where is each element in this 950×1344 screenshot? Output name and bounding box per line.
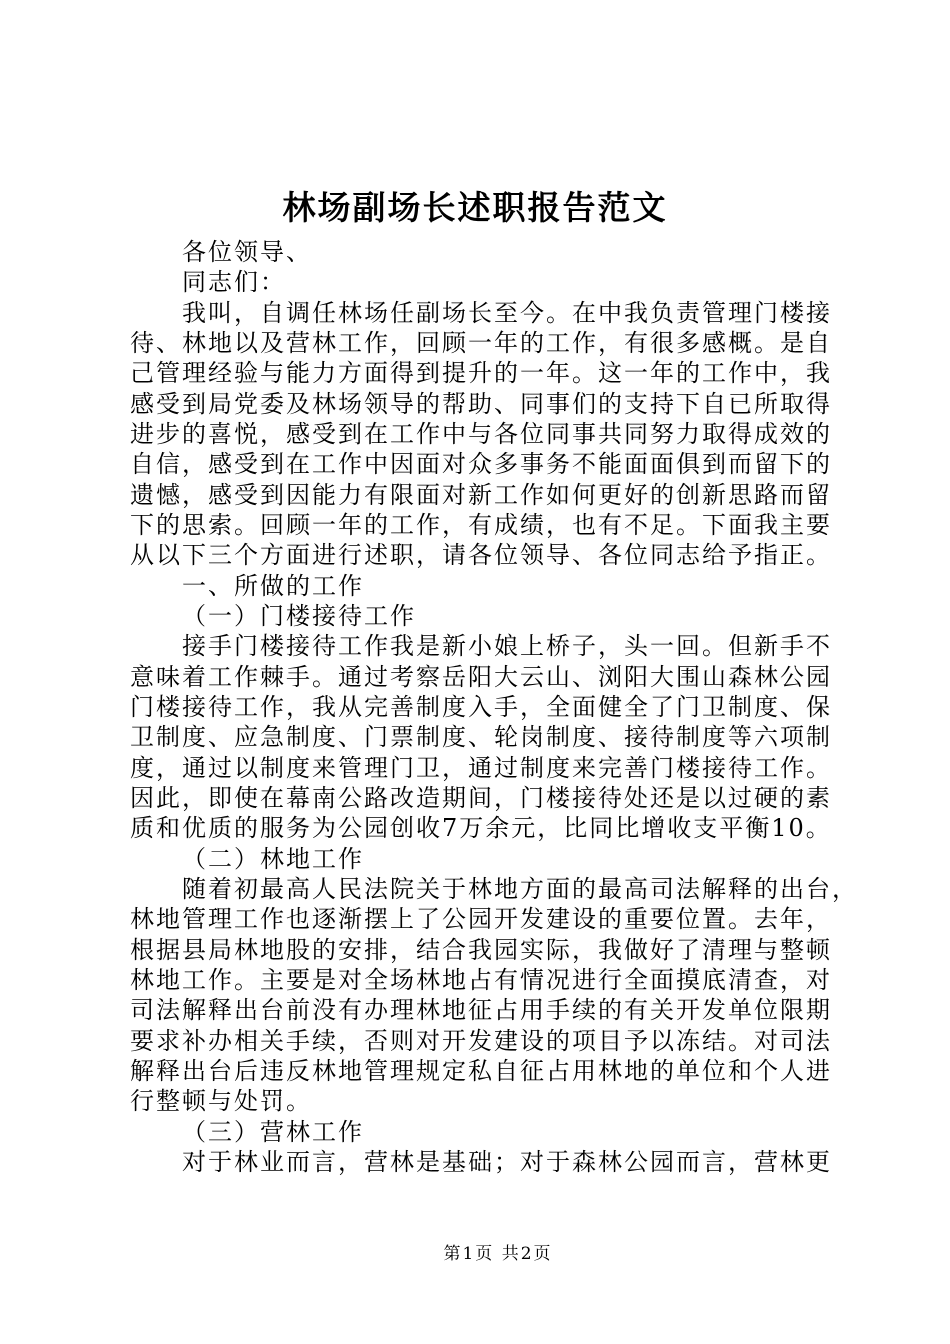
intro-paragraph-line: 待、林地以及营林工作，回顾一年的工作，有很多感概。是自 <box>130 328 832 357</box>
forest-land-paragraph-line: 司法解释出台前没有办理林地征占用手续的有关开发单位限期 <box>130 996 832 1025</box>
forest-land-paragraph-line: 根据县局林地股的安排，结合我园实际，我做好了清理与整顿 <box>130 935 832 964</box>
forest-land-paragraph-line: 行整顿与处罚。 <box>130 1087 312 1116</box>
gatehouse-paragraph-line: 门楼接待工作，我从完善制度入手，全面健全了门卫制度、保 <box>130 692 832 721</box>
gatehouse-paragraph-line: 卫制度、应急制度、门票制度、轮岗制度、接待制度等六项制 <box>130 723 832 752</box>
intro-paragraph-line: 从以下三个方面进行述职，请各位领导、各位同志给予指正。 <box>130 541 832 570</box>
forest-land-paragraph-line: 林地管理工作也逐渐摆上了公园开发建设的重要位置。去年， <box>130 905 832 934</box>
page-footer: 第1页 共2页 <box>443 1244 553 1264</box>
intro-paragraph-line: 感受到局党委及林场领导的帮助、同事们的支持下自已所取得 <box>130 389 832 418</box>
gatehouse-paragraph-line: 质和优质的服务为公园创收7万余元，比同比增收支平衡10。 <box>130 814 832 843</box>
gatehouse-paragraph-line: 因此，即使在幕南公路改造期间，门楼接待处还是以过硬的素 <box>130 783 832 812</box>
afforestation-paragraph-line: 对于林业而言，营林是基础；对于森林公园而言，营林更 <box>182 1147 832 1176</box>
forest-land-paragraph-line: 解释出台后违反林地管理规定私自征占用林地的单位和个人进 <box>130 1056 832 1085</box>
intro-paragraph-line: 进步的喜悦，感受到在工作中与各位同事共同努力取得成效的 <box>130 419 832 448</box>
document-title: 林场副场长述职报告范文 <box>282 188 668 227</box>
intro-paragraph-line: 自信，感受到在工作中因面对众多事务不能面面俱到而留下的 <box>130 450 832 479</box>
intro-paragraph-line: 下的思索。回顾一年的工作，有成绩，也有不足。下面我主要 <box>130 510 832 539</box>
document-body <box>130 237 890 1177</box>
intro-paragraph-line: 遗憾，感受到因能力有限面对新工作如何更好的创新思路而留 <box>130 480 832 509</box>
gatehouse-paragraph-line: 接手门楼接待工作我是新小娘上桥子，头一回。但新手不 <box>182 632 832 661</box>
gatehouse-paragraph-line: 意味着工作棘手。通过考察岳阳大云山、浏阳大围山森林公园 <box>130 662 832 691</box>
subsection-heading-gatehouse: （一）门楼接待工作 <box>182 601 416 630</box>
salutation-line: 同志们： <box>182 268 286 297</box>
salutation-line: 各位领导、 <box>182 238 312 266</box>
intro-paragraph-line: 我叫，自调任林场任副场长至今。在中我负责管理门楼接 <box>182 298 832 327</box>
forest-land-paragraph-line: 随着初最高人民法院关于林地方面的最高司法解释的出台， <box>182 874 858 903</box>
forest-land-paragraph-line: 要求补办相关手续，否则对开发建设的项目予以冻结。对司法 <box>130 1026 832 1055</box>
gatehouse-paragraph-line: 度，通过以制度来管理门卫，通过制度来完善门楼接待工作。 <box>130 753 832 782</box>
subsection-heading-afforestation: （三）营林工作 <box>182 1117 364 1146</box>
intro-paragraph-line: 己管理经验与能力方面得到提升的一年。这一年的工作中，我 <box>130 359 832 388</box>
section-heading: 一、所做的工作 <box>182 571 364 600</box>
forest-land-paragraph-line: 林地工作。主要是对全场林地占有情况进行全面摸底清查，对 <box>130 965 832 994</box>
subsection-heading-forest-land: （二）林地工作 <box>182 844 364 873</box>
